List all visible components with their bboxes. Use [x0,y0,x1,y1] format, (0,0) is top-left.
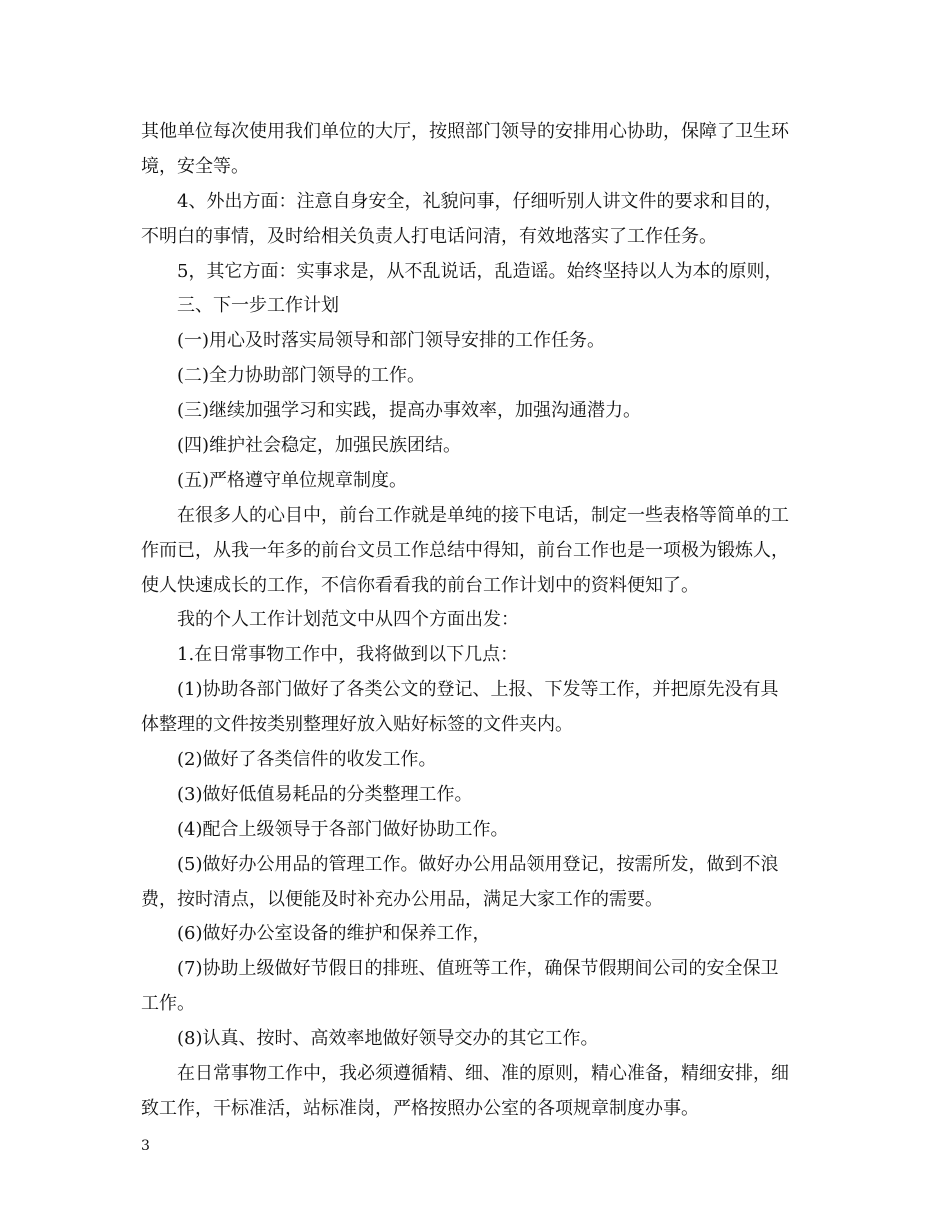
text-line: (8)认真、按时、高效率地做好领导交办的其它工作。 [177,1028,599,1050]
text-line: (一)用心及时落实局领导和部门领导安排的工作任务。 [177,330,606,352]
text-line: (二)全力协助部门领导的工作。 [177,365,426,387]
text-line: 三、下一步工作计划 [177,295,339,317]
text-line: 体整理的文件按类别整理好放入贴好标签的文件夹内。 [141,714,573,736]
text-line: 在日常事物工作中，我必须遵循精、细、准的原则，精心准备，精细安排，细 [177,1063,789,1085]
text-line: 5，其它方面：实事求是，从不乱说话，乱造谣。始终坚持以人为本的原则， [177,260,783,282]
text-line: 我的个人工作计划范文中从四个方面出发： [177,609,519,631]
text-line: 4、外出方面：注意自身安全，礼貌问事，仔细听别人讲文件的要求和目的， [177,190,783,212]
text-line: 工作。 [141,993,195,1015]
body-text [141,115,821,1127]
text-line: 致工作，干标准活，站标准岗，严格按照办公室的各项规章制度办事。 [141,1097,699,1119]
text-line: (5)做好办公用品的管理工作。做好办公用品领用登记，按需所发，做到不浪 [177,853,779,875]
text-line: (2)做好了各类信件的收发工作。 [177,749,437,771]
text-line: 作而已，从我一年多的前台文员工作总结中得知，前台工作也是一项极为锻炼人， [141,539,789,561]
text-line: 1.在日常事物工作中，我将做到以下几点： [177,644,519,666]
text-line: 其他单位每次使用我们单位的大厅，按照部门领导的安排用心协助，保障了卫生环 [141,121,789,142]
text-line: (4)配合上级领导于各部门做好协助工作。 [177,818,509,840]
text-line: 费，按时清点，以便能及时补充办公用品，满足大家工作的需要。 [141,888,663,910]
text-line: 使人快速成长的工作，不信你看看我的前台工作计划中的资料便知了。 [141,574,699,596]
text-line: (1)协助各部门做好了各类公文的登记、上报、下发等工作，并把原先没有具 [177,679,779,701]
text-line: (7)协助上级做好节假日的排班、值班等工作，确保节假期间公司的安全保卫 [177,958,779,980]
text-line: (6)做好办公室设备的维护和保养工作， [177,923,491,945]
text-line: (三)继续加强学习和实践，提高办事效率，加强沟通潜力。 [177,400,642,422]
text-line: 在很多人的心目中，前台工作就是单纯的接下电话，制定一些表格等简单的工 [177,504,789,526]
text-line: (四)维护社会稳定，加强民族团结。 [177,435,462,457]
page-number: 3 [141,1138,150,1154]
text-line: (五)严格遵守单位规章制度。 [177,469,408,491]
text-line: 境，安全等。 [141,155,249,177]
text-line: (3)做好低值易耗品的分类整理工作。 [177,783,473,805]
text-line: 不明白的事情，及时给相关负责人打电话问清，有效地落实了工作任务。 [141,225,717,247]
